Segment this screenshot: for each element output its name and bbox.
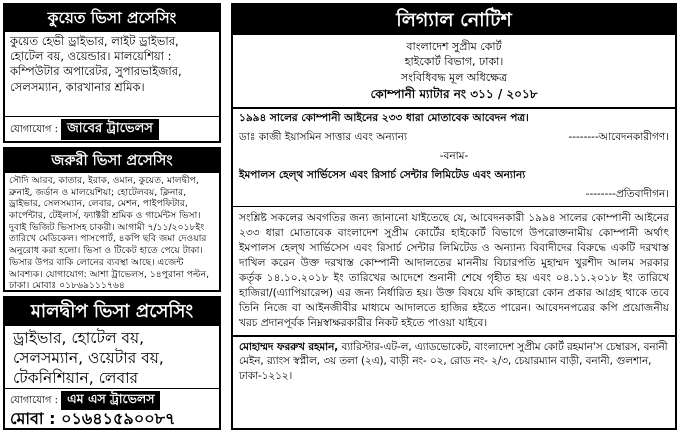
petitioner-role: --------আবেদনকারীগণ। bbox=[568, 130, 669, 143]
versus-label: -বনাম- bbox=[439, 149, 469, 162]
court-header bbox=[233, 39, 675, 85]
signatory-details: ব্যারিস্টার-এট-ল, এ্যাডভোকেট, বাংলাদেশ সুপ্রীম কোর্ট রহমান'স চেম্বারস, বনানী মেইন, র‍্যাংস স্বপ্নীল, ৩য় তলা (২এ), বাড়ী নং- ০২, রোড নং- ২/৩, চেয়ারম্যান বাড়ী, বনানী, গুলশান, ঢাকা-১২১২। bbox=[239, 340, 668, 382]
agency-name: জাবের ট্রাভেলস bbox=[61, 119, 159, 140]
urgent-visa-ad bbox=[3, 147, 221, 292]
notice-paragraph: সংশ্লিষ্ট সকলের অবগতির জন্য জানানো যাইতেছে যে, আবেদনকারী ১৯৯৪ সালের কোম্পানী আইনের ২৩৩ ধারা মোতাবেক বাংলাদেশ সুপ্রীম কোর্টের হাইকোর্ট বিভাগে উপরোক্তনামীয় কোম্পানী অর্থাৎ ইমপালস হেল্থ সার্ভিসেস এবং রিসার্চ সেন্টার লিমিটেড ও অন্যান্য বিবাদীদের বিরুদ্ধে একটি দরখাস্ত দাখিল করেন উক্ত দরখাস্ত কোম্পানী আদালতের মাননীয় বিচারপতি মুহাম্মদ খুরশীদ আলম সরকার কর্তৃক ১৪.১০.২০১৮ ইং তারিখের আদেশে শুনানী শেষে গৃহীত হয় এবং ০৪.১১.২০১৮ ইং তারিখে হাজিরা/(এ্যাপিয়ারেন্স) এর জন্য নির্ধারিত হয়। উক্ত বিষয়ে যদি কাহারো কোন প্রকার আগ্রহ থাকে তবে তিনি নিজে বা আইনজীবীর মাধ্যমে আদালতে হাজির হইতে পারেন। আবেদনপত্রের কপি প্রয়োজনীয় খরচ প্রদানপূর্বক নিম্নস্বাক্ষরকারীর নিকট হইতে পাওয়া যাইবে। bbox=[239, 212, 669, 330]
maldives-ad-body: ড্রাইভার, হোটেল বয়, সেলসম্যান, ওয়েটার বয়, টেকনিশিয়ান, লেবার bbox=[13, 329, 164, 387]
signatory-name: মোহাম্মদ ফররুখ রহমান, bbox=[239, 340, 339, 353]
urgent-ad-title: জরুরী ভিসা প্রসেসিং bbox=[5, 149, 219, 173]
divider bbox=[233, 206, 675, 208]
petitioner-row bbox=[233, 129, 675, 148]
signature-block bbox=[233, 338, 675, 385]
notice-title: লিগ্যাল নোটিশ bbox=[233, 5, 675, 35]
maldives-visa-ad bbox=[3, 296, 221, 430]
kuwait-visa-ad bbox=[3, 3, 221, 143]
court-line: সংবিধিবদ্ধ মূল অধিক্ষেত্র bbox=[400, 70, 508, 84]
urgent-ad-body: সৌদি আরব, কাতার, ইরাক, ওমান, কুয়েত, মালদ্বীপ, ব্রুনাই, জর্ডান ও মালয়েশিয়া; হোটেলবয়, ক্লিনার, ড্রাইভার, সেলসম্যান, লেবার, মেশন, পাইপফিটার, কার্পেন্টার, টেইলার্স, ফ্যাক্টরী শ্রমিক ও গার্মেন্টস ভিসা। দুবাই ভিজিট ভিসাসহ চাকরী। আগামী ৭/১১/২০১৮ইং তারিখে মেডিকেল। পাসপোর্ট, ৪কপি ছবি জমা দেওয়ার অনুরোধ করা হলো। ভিসা ও টিকেট হাতে পেয়ে টাকা। ভিসার উপর বাকি লোনের ব্যবস্থা আছে। এজেন্ট আবশ্যক। যোগাযোগ: আশা ট্রাভেলস, ১৪পুরানা পল্টন, ঢাকা। মোবাঃ ০১৮৬৯১১১৭৬৪ bbox=[9, 175, 210, 292]
application-line: ১৯৯৪ সালের কোম্পানী আইনের ২৩৩ ধারা মোতাবেক আবেদন পত্র। bbox=[239, 111, 529, 124]
matter-number: কোম্পানী ম্যাটার নং ৩১১ / ২০১৮ bbox=[370, 87, 538, 102]
respondent-role: --------প্রতিবাদীগন। bbox=[585, 187, 669, 200]
contact-label: যোগাযোগ : bbox=[10, 124, 58, 135]
maldives-ad-title: মালদ্বীপ ভিসা প্রসেসিং bbox=[5, 298, 219, 326]
petitioner-name: ডাঃ কাজী ইয়াসমিন সাত্তার এবং অন্যান্য bbox=[239, 130, 408, 143]
agency-mobile: মোবা : ০১৬৪১৫৯০০৮৭ bbox=[10, 410, 176, 428]
agency-phone bbox=[112, 142, 219, 143]
divider bbox=[233, 335, 675, 337]
kuwait-ad-title: কুয়েত ভিসা প্রসেসিং bbox=[5, 5, 219, 32]
divider bbox=[233, 107, 675, 109]
court-line: বাংলাদেশ সুপ্রীম কোর্ট bbox=[406, 40, 502, 53]
agency-name: এম এস ট্রাভেলস bbox=[61, 391, 160, 410]
kuwait-ad-contact bbox=[5, 116, 219, 141]
kuwait-ad-body: কুয়েত হেভী ড্রাইভার, লাইট ড্রাইভার, হোটেল বয়, ওয়েন্ডার। মালয়েশিয়া : কম্পিউটার অপারেটর, সুপারভাইজার, সেলসম্যান, কারখানার শ্রমিক। bbox=[10, 34, 182, 94]
legal-notice bbox=[231, 3, 677, 430]
respondent-name: ইমপালস হেল্থ সার্ভিসেস এবং রিসার্চ সেন্টার লিমিটেড এবং অন্যান্য bbox=[239, 168, 526, 181]
court-line: হাইকোর্ট বিভাগ, ঢাকা। bbox=[404, 55, 504, 69]
kuwait-ad-phone-row bbox=[5, 141, 219, 143]
contact-label: যোগাযোগ : bbox=[10, 395, 58, 406]
maldives-ad-contact bbox=[5, 388, 219, 410]
